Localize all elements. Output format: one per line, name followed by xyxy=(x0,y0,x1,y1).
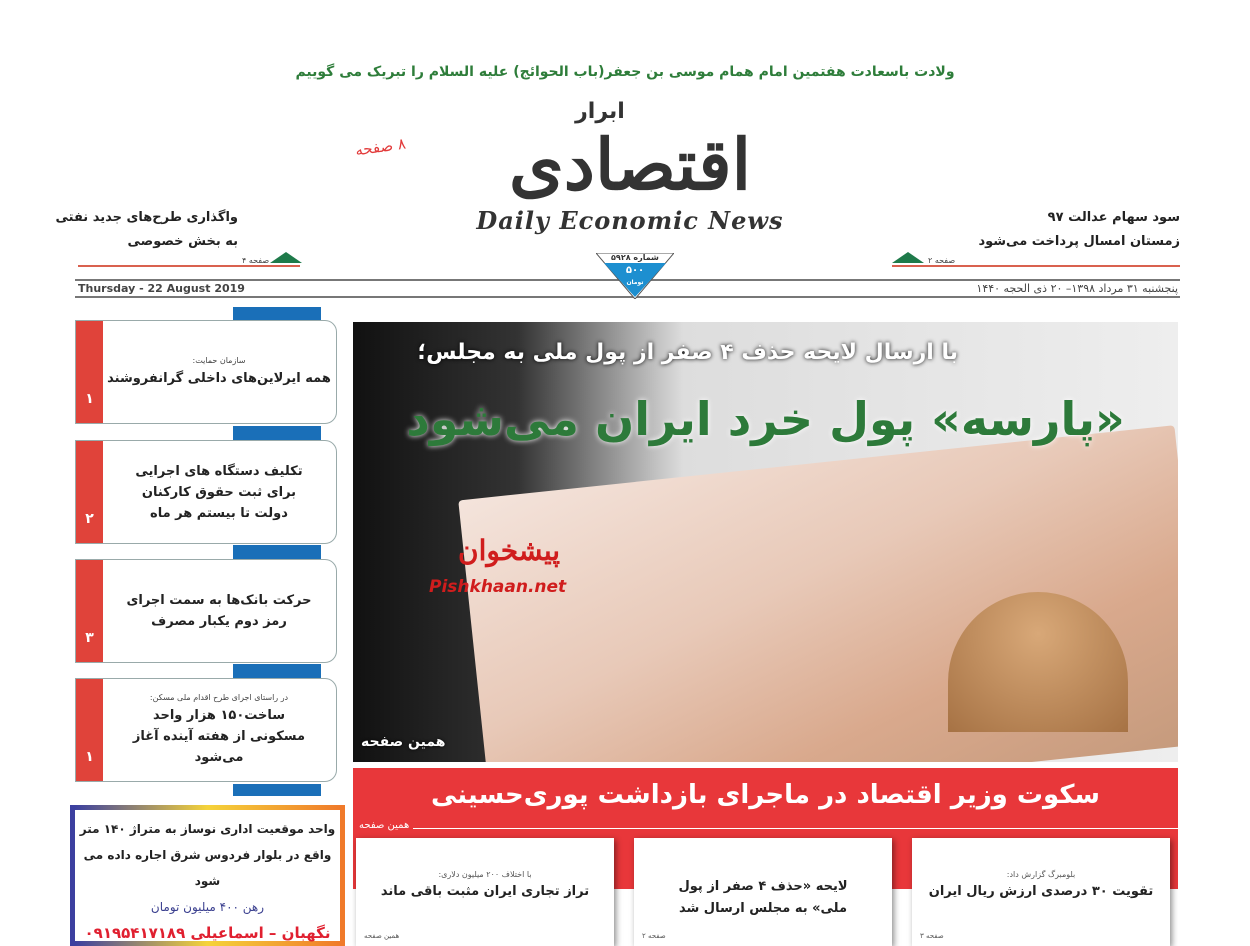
story-headline: تقویت ۳۰ درصدی ارزش ریال ایران xyxy=(928,884,1154,899)
masthead-logo xyxy=(460,100,800,245)
sidebar-story[interactable] xyxy=(75,559,337,663)
ad-line: واحد موقعیت اداری نوساز به متراژ ۱۴۰ متر xyxy=(79,822,336,836)
ad-price: رهن ۴۰۰ میلیون تومان xyxy=(150,900,265,914)
lead-kicker: با ارسال لایحه حذف ۴ صفر از پول ملی به مجلس؛ xyxy=(417,340,958,365)
divider xyxy=(892,265,1180,267)
ad-contact: نگهبان – اسماعیلی ۰۹۱۹۵۴۱۷۱۸۹ xyxy=(84,924,331,942)
classified-ad[interactable] xyxy=(70,805,345,946)
date-persian: پنجشنبه ۳۱ مرداد ۱۳۹۸– ۲۰ ذی الحجه ۱۴۴۰ xyxy=(976,282,1178,295)
page-number: ۳ xyxy=(76,560,103,662)
story-headline: همه ایرلاین‌های داخلی گرانفروشند xyxy=(107,370,331,386)
teaser-line: سود سهام عدالت ۹۷ xyxy=(1047,210,1180,225)
story-kicker: سازمان حمایت: xyxy=(192,355,246,365)
tab-marker xyxy=(233,664,321,678)
story-headline: تراز تجاری ایران مثبت باقی ماند xyxy=(380,884,590,899)
sub-story[interactable] xyxy=(912,838,1170,946)
story-headline: لایحه «حذف ۴ صفر از پول ملی» به مجلس ارسال شد xyxy=(678,879,848,916)
price: ۵۰۰ xyxy=(625,265,645,276)
issue-price-badge xyxy=(596,253,674,299)
sub-story[interactable] xyxy=(356,838,614,946)
page-number: ۲ xyxy=(76,441,103,543)
story-kicker: با اختلاف ۲۰۰ میلیون دلاری: xyxy=(438,870,532,879)
red-story-page: همین صفحه xyxy=(359,820,410,831)
issue-number: شماره ۵۹۲۸ xyxy=(611,253,659,262)
story-headline: تکلیف دستگاه های اجرایی برای ثبت حقوق کارکنان دولت تا بیستم هر ماه xyxy=(135,463,303,521)
lead-story-image[interactable] xyxy=(353,322,1178,762)
banner-message: ولادت باسعادت هفتمین امام همام موسی بن جعفر(باب الحوائج) علیه السلام را تبریک می گوییم xyxy=(295,64,955,80)
story-page: همین صفحه xyxy=(364,932,400,940)
story-headline: حرکت بانک‌ها به سمت اجرای رمز دوم یکبار مصرف xyxy=(126,593,312,629)
teaser-line: به بخش خصوصی xyxy=(127,234,238,249)
sidebar-story[interactable] xyxy=(75,320,337,424)
triangle-icon xyxy=(270,252,302,263)
sub-story[interactable] xyxy=(634,838,892,946)
page-number: ۱ xyxy=(76,321,103,423)
tab-marker xyxy=(233,784,321,796)
triangle-icon xyxy=(892,252,924,263)
ad-line: واقع در بلوار فردوس شرق اجاره داده می شود xyxy=(83,848,332,888)
red-story-headline: سکوت وزیر اقتصاد در ماجرای بازداشت پوری‌حسینی xyxy=(430,780,1101,810)
right-teaser[interactable] xyxy=(978,206,1180,254)
watermark-en: Pishkhaan.net xyxy=(429,577,567,597)
lead-page: همین صفحه xyxy=(361,734,446,750)
left-teaser[interactable] xyxy=(55,206,238,254)
tab-marker xyxy=(233,545,321,559)
date-english: Thursday - 22 August 2019 xyxy=(78,282,245,295)
teaser-line: زمستان امسال پرداخت می‌شود xyxy=(978,234,1180,249)
story-kicker: در راستای اجرای طرح اقدام ملی مسکن: xyxy=(149,692,289,702)
logo-english: Daily Economic News xyxy=(476,206,784,235)
page-number: ۱ xyxy=(76,679,103,781)
currency: تومان xyxy=(626,279,644,286)
logo-title: اقتصادی xyxy=(508,123,752,206)
teaser-page: صفحه ۲ xyxy=(928,256,956,265)
lead-headline: «پارسه» پول خرد ایران می‌شود xyxy=(406,392,1125,446)
tab-marker xyxy=(233,426,321,440)
tab-marker xyxy=(233,307,321,321)
sidebar-story[interactable] xyxy=(75,678,337,782)
logo-prefix: ابرار xyxy=(575,99,625,124)
watermark-fa: پیشخوان xyxy=(458,534,561,567)
page-count: ۸ صفحه xyxy=(353,134,407,160)
teaser-page: صفحه ۴ xyxy=(242,256,270,265)
sidebar-story[interactable] xyxy=(75,440,337,544)
story-page: صفحه ۳ xyxy=(920,932,944,940)
teaser-line: واگذاری طرح‌های جدید نفتی xyxy=(55,210,238,225)
story-kicker: بلومبرگ گزارش داد: xyxy=(1006,870,1076,879)
story-headline: ساخت۱۵۰ هزار واحد مسکونی از هفته آینده آغاز می‌شود xyxy=(132,707,306,765)
divider xyxy=(78,265,300,267)
story-page: صفحه ۲ xyxy=(642,932,666,940)
divider xyxy=(413,828,1178,829)
